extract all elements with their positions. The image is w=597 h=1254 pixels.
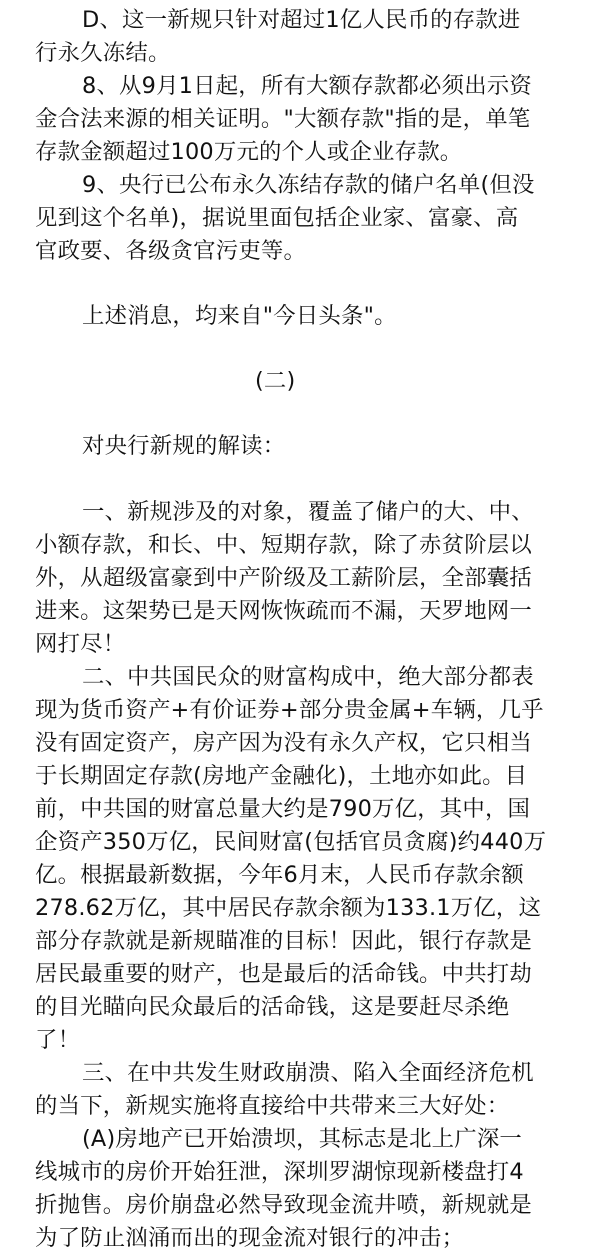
text-line: 了！ [35, 1027, 81, 1053]
text-line: 没有固定资产，房产因为没有永久产权，它只相当 [35, 730, 532, 756]
text-line: 亿。根据最新数据，今年6月末，人民币存款余额 [35, 862, 524, 888]
text-line: 官政要、各级贪官污吏等。 [35, 238, 307, 264]
text-line: 前，中共国的财富总量大约是790万亿，其中，国 [35, 796, 531, 822]
text-line: (A)房地产已开始溃坝，其标志是北上广深一 [82, 1126, 523, 1152]
text-line: 上述消息，均来自"今日头条"。 [82, 303, 397, 329]
text-line: 行永久冻结。 [35, 40, 171, 66]
text-line: 于长期固定存款(房地产金融化)，土地亦如此。目 [35, 763, 528, 789]
text-line: 一、新规涉及的对象，覆盖了储户的大、中、 [82, 499, 534, 525]
text-line: 的当下，新规实施将直接给中共带来三大好处： [35, 1093, 510, 1119]
text-line: D、这一新规只针对超过1亿人民币的存款进 [82, 7, 521, 33]
text-line: 8、从9月1日起，所有大额存款都必须出示资 [82, 73, 532, 99]
text-line: 二、中共国民众的财富构成中，绝大部分都表 [82, 664, 534, 690]
text-line: 三、在中共发生财政崩溃、陷入全面经济危机 [82, 1060, 534, 1086]
text-line: 现为货币资产+有价证券+部分贵金属+车辆，几乎 [35, 697, 544, 723]
text-line: 金合法来源的相关证明。"大额存款"指的是，单笔 [35, 106, 531, 132]
text-line: 折抛售。房价崩盘必然导致现金流井喷，新规就是 [35, 1192, 532, 1218]
text-line: 进来。这架势已是天网恢恢疏而不漏，天罗地网一 [35, 598, 532, 624]
text-line: 居民最重要的财产，也是最后的活命钱。中共打劫 [35, 961, 532, 987]
text-line: 9、央行已公布永久冻结存款的储户名单(但没 [82, 172, 535, 198]
text-line: 为了防止汹涌而出的现金流对银行的冲击； [35, 1225, 465, 1251]
text-line: 278.62万亿，其中居民存款余额为133.1万亿，这 [35, 895, 542, 921]
text-line: 对央行新规的解读： [82, 433, 286, 459]
text-line: 网打尽！ [35, 631, 126, 657]
text-line: 外，从超级富豪到中产阶级及工薪阶层，全部囊括 [35, 565, 532, 591]
text-line: 存款金额超过100万元的个人或企业存款。 [35, 139, 463, 165]
text-line: 线城市的房价开始狂泄，深圳罗湖惊现新楼盘打4 [35, 1159, 524, 1185]
text-line: 见到这个名单)，据说里面包括企业家、富豪、高 [35, 205, 519, 231]
text-line: 企资产350万亿，民间财富(包括官员贪腐)约440万 [35, 829, 547, 855]
text-line: 小额存款，和长、中、短期存款，除了赤贫阶层以 [35, 532, 532, 558]
text-line: 部分存款就是新规瞄准的目标！因此，银行存款是 [35, 928, 532, 954]
text-line: 的目光瞄向民众最后的活命钱，这是要赶尽杀绝 [35, 994, 510, 1020]
text-line: (二) [255, 368, 296, 394]
